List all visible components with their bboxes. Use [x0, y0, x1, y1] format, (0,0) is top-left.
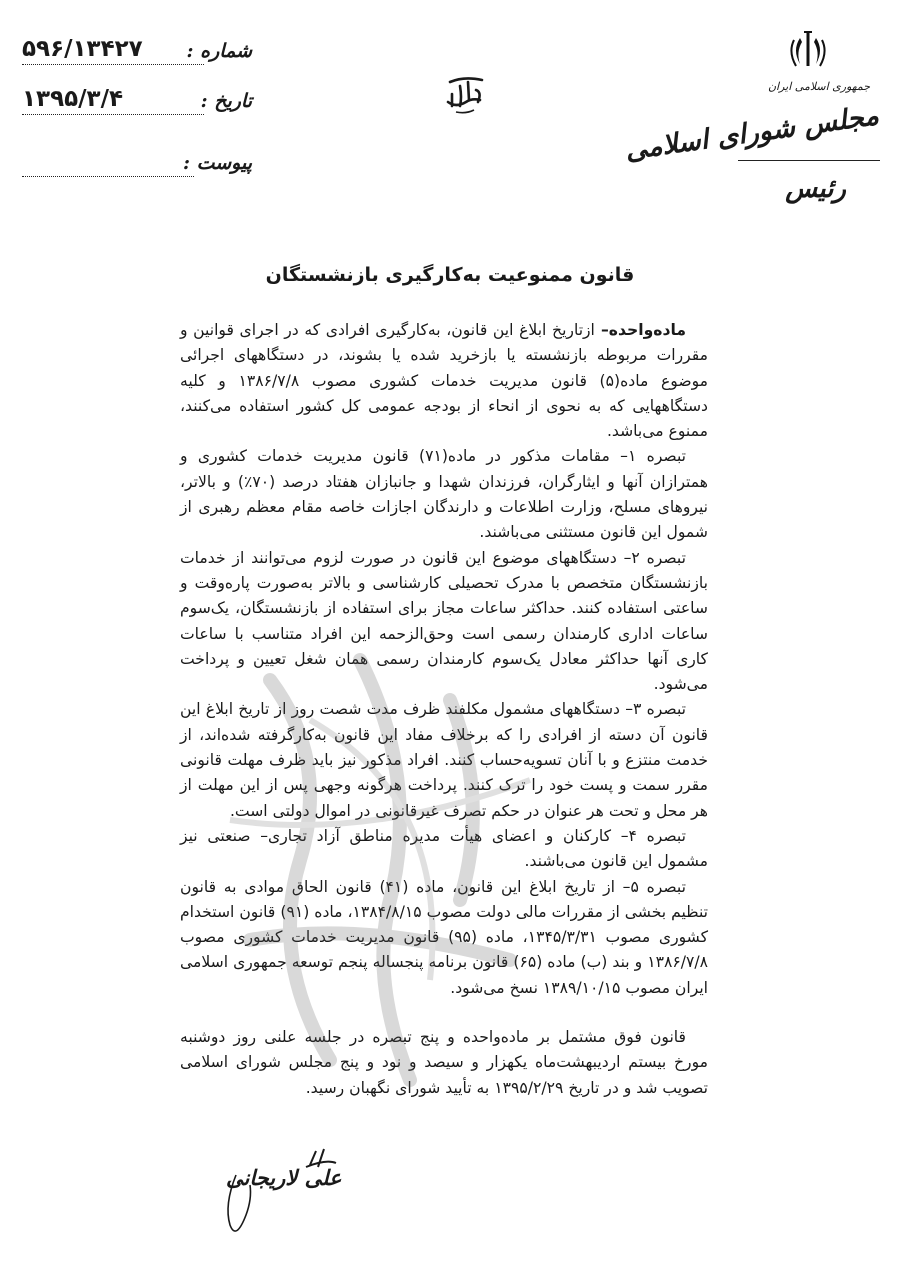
letter-date-value: ۱۳۹۵/۳/۴ [22, 86, 124, 112]
handwritten-signature-icon [206, 1145, 366, 1245]
main-article-heading: ماده‌واحده– [594, 321, 687, 339]
letter-number-value: ۵۹۶/۱۳۴۲۷ [22, 36, 143, 62]
basmala-calligraphy-icon [442, 72, 488, 120]
office-title: رئیس [785, 174, 846, 204]
document-body [180, 318, 708, 1101]
document-title: قانون ممنوعیت به‌کارگیری بازنشستگان [265, 264, 635, 286]
note-4-paragraph: تبصره ۴– کارکنان و اعضای هیأت مدیره مناطق آزاد تجاری– صنعتی نیز مشمول این قانون می‌باشند. [180, 826, 708, 871]
logo-rule [738, 160, 880, 161]
closing-paragraph: قانون فوق مشتمل بر ماده‌واحده و پنج تبصره در جلسه علنی روز دوشنبه مورخ بیستم اردیبهشت‌ماه یکهزار و سیصد و نود و پنج مجلس شورای اسلامی تصویب شد و در تاریخ ۱۳۹۵/۲/۲۹ به تأیید شورای نگهبان رسید. [180, 1028, 708, 1097]
letter-number-label: شماره : [186, 40, 252, 62]
note-3-paragraph: تبصره ۳– دستگاههای مشمول مکلفند ظرف مدت شصت روز از تاریخ ابلاغ این قانون آن دسته از افرادی را که برخلاف مفاد این قانون به‌کارگرفته شده‌اند، از خدمت منتزع و با آنان تسویه‌حساب کنند. افراد مذکور نیز باید ظرف مهلت قانونی مقرر سمت و پست خود را ترک کنند. پرداخت هرگونه وجهی پس از این مهلت از هر محل و تحت هر عنوان در حکم تصرف غیرقانونی در اموال دولتی است. [180, 700, 708, 820]
letter-attachment-field [22, 146, 252, 186]
letter-number-field [22, 34, 252, 74]
parliament-name: مجلس شورای اسلامی [622, 100, 881, 167]
country-name: جمهوری اسلامی ایران [767, 80, 870, 93]
note-5-paragraph: تبصره ۵– از تاریخ ابلاغ این قانون، ماده (۴۱) قانون الحاق موادی به قانون تنظیم بخشی از مقررات مالی دولت مصوب ۱۳۸۴/۸/۱۵، ماده (۹۱) قانون استخدام کشوری مصوب ۱۳۴۵/۳/۳۱، ماده (۹۵) قانون مدیریت خدمات کشوری مصوب ۱۳۸۶/۷/۸ و بند (ب) ماده (۶۵) قانون برنامه پنجساله پنجم توسعه جمهوری اسلامی ایران مصوب ۱۳۸۹/۱۰/۱۵ نسخ می‌شود. [180, 877, 709, 997]
letter-date-label: تاریخ : [200, 90, 252, 112]
parliament-logo [622, 28, 890, 218]
note-2-paragraph: تبصره ۲– دستگاههای موضوع این قانون در صورت لزوم می‌توانند از خدمات بازنشستگان متخصص با مدرک تحصیلی کارشناسی و بالاتر به‌صورت پاره‌وقت و ساعتی استفاده کنند. حداکثر ساعات مجاز برای استفاده از بازنشستگان، یک‌سوم ساعات اداری کارمندان رسمی است وحق‌الزحمه این افراد متناسب با ساعات کاری آنها حداکثر معادل یک‌سوم کارمندان رسمی همان شغل تعیین و پرداخت می‌شود. [180, 548, 708, 694]
main-article-paragraph [180, 318, 708, 444]
letter-attachment-line [22, 176, 194, 177]
letter-number-line [22, 64, 204, 65]
signatory-name: علی لاریجانی [226, 1165, 342, 1190]
signature-block [206, 1145, 366, 1245]
iran-emblem-icon [788, 28, 828, 70]
letter-attachment-label: پیوست : [182, 152, 252, 174]
letter-date-field [22, 84, 252, 124]
letter-date-line [22, 114, 204, 115]
note-1-paragraph: تبصره ۱– مقامات مذکور در ماده(۷۱) قانون مدیریت خدمات کشوری و همترازان آنها و ایثارگران، فرزندان شهدا و جانبازان هفتاد درصد (۷۰٪) و بالاتر، نیروهای مسلح، وزارت اطلاعات و دارندگان اجازات خاصه مقام معظم رهبری از شمول این قانون مستثنی می‌باشند. [180, 447, 708, 542]
main-article-text: ازتاریخ ابلاغ این قانون، به‌کارگیری افرادی که در اجرای قوانین و مقررات مربوطه بازنشسته یا بازخرید شده یا بشوند، در دستگاههای اجرائی موضوع ماده(۵) قانون مدیریت خدمات کشوری مصوب ۱۳۸۶/۷/۸ و کلیه دستگاههایی که به نحوی از انحاء از بودجه عمومی کل کشور استفاده می‌کنند، ممنوع می‌باشد. [180, 321, 708, 441]
